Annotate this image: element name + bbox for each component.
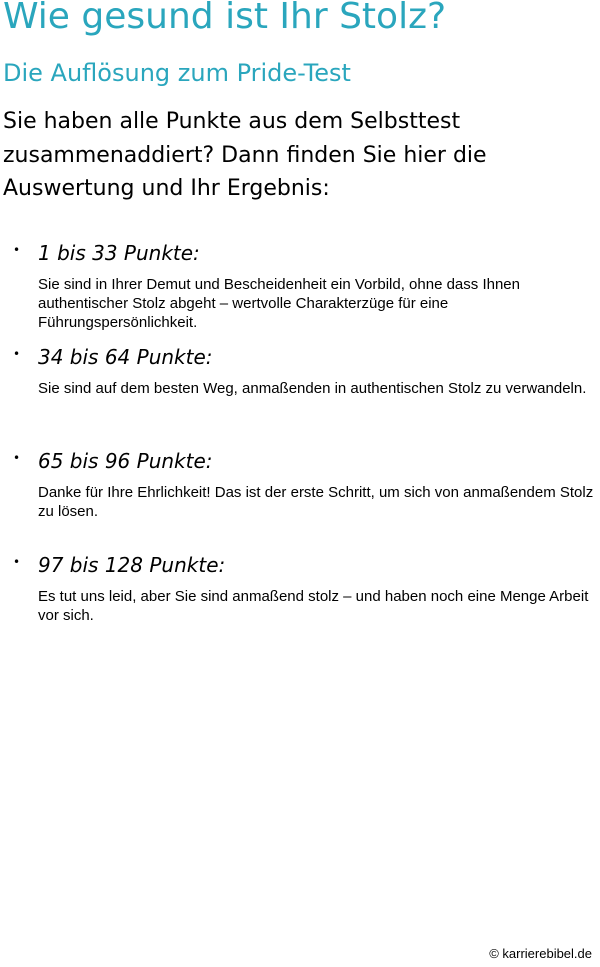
result-description: Sie sind auf dem besten Weg, anmaßenden in authentischen Stolz zu verwandeln. (38, 380, 587, 397)
bullet-icon: • (13, 451, 21, 465)
result-description: Danke für Ihre Ehrlichkeit! Das ist der erste Schritt, um sich von anmaßendem Stolz zu lösen. (38, 484, 594, 520)
result-range: 65 bis 96 Punkte: (38, 449, 213, 473)
result-item (0, 234, 600, 338)
page-subtitle: Die Auflösung zum Pride-Test (3, 59, 351, 87)
result-item (0, 442, 600, 546)
result-item (0, 546, 600, 650)
intro-paragraph: Sie haben alle Punkte aus dem Selbsttest zusammenaddiert? Dann finden Sie hier die Auswertung und Ihr Ergebnis: (3, 109, 487, 201)
result-item (0, 338, 600, 442)
result-description: Sie sind in Ihrer Demut und Bescheidenheit ein Vorbild, ohne dass Ihnen authentischer Stolz abgeht – wertvolle Charakterzüge für eine Führungspersönlichkeit. (38, 276, 520, 331)
bullet-icon: • (13, 555, 21, 569)
result-description: Es tut uns leid, aber Sie sind anmaßend stolz – und haben noch eine Menge Arbeit vor sich. (38, 588, 589, 624)
bullet-icon: • (13, 243, 21, 257)
results-list (0, 234, 600, 650)
result-range: 97 bis 128 Punkte: (38, 553, 226, 577)
bullet-icon: • (13, 347, 21, 361)
result-range: 34 bis 64 Punkte: (38, 345, 213, 369)
result-range: 1 bis 33 Punkte: (38, 241, 200, 265)
page-title: Wie gesund ist Ihr Stolz? (3, 0, 447, 37)
copyright-notice: © karrierebibel.de (489, 946, 592, 961)
